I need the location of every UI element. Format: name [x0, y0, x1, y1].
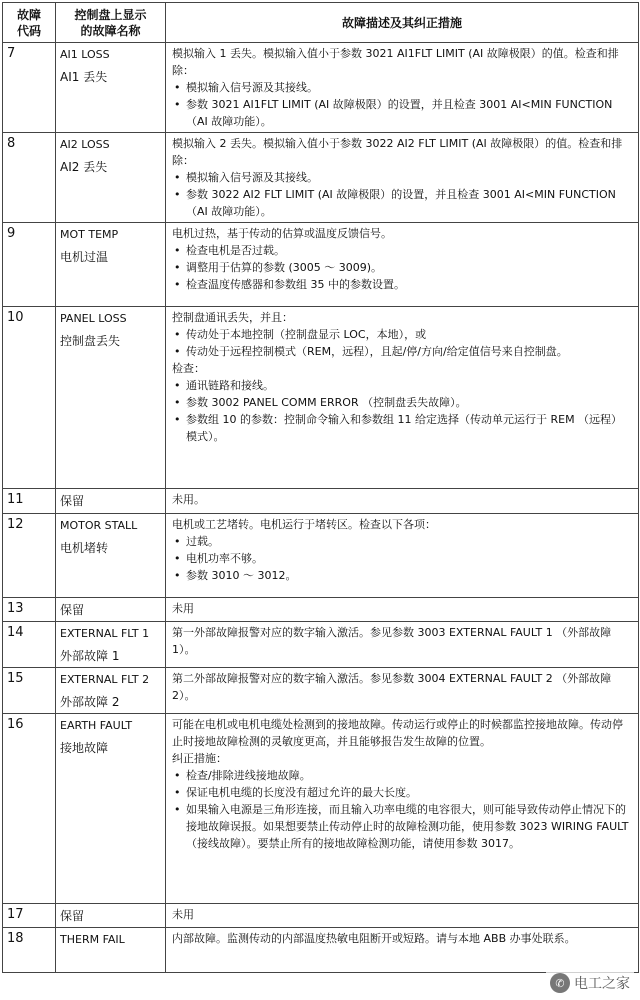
fault-name-en: AI2 LOSS: [60, 138, 110, 151]
fault-code: 9: [3, 223, 56, 307]
table-row: [3, 307, 639, 489]
bullet-item: • 参数 3002 PANEL COMM ERROR （控制盘丢失故障）。: [172, 394, 632, 411]
fault-name-en: PANEL LOSS: [60, 312, 127, 325]
fault-name: [56, 133, 166, 223]
watermark-text: 电工之家: [574, 976, 630, 992]
fault-code: 7: [3, 43, 56, 133]
fault-name-zh: 保留: [60, 603, 85, 617]
header-fault-code: 故障 代码: [3, 3, 56, 43]
fault-name-en: THERM FAIL: [60, 933, 125, 946]
table-row: [3, 714, 639, 904]
bullet-item: • 保证电机电缆的长度没有超过允许的最大长度。: [172, 784, 632, 801]
table-row: [3, 622, 639, 668]
description-text: 未用: [172, 908, 194, 921]
fault-name: [56, 928, 166, 973]
fault-name-zh: 外部故障 1: [60, 649, 120, 663]
fault-description: [166, 489, 639, 514]
bullet-item: • 参数 3022 AI2 FLT LIMIT (AI 故障极限）的设置，并且检查 3001 AI<MIN FUNCTION （AI 故障功能）。: [172, 186, 632, 220]
table-row: [3, 514, 639, 598]
fault-name: [56, 598, 166, 622]
table-row: [3, 904, 639, 928]
wechat-logo-icon: ✆: [550, 973, 570, 993]
fault-name-zh: AI1 丢失: [60, 70, 108, 84]
table-row: [3, 668, 639, 714]
bullet-item: • 检查电机是否过载。: [172, 242, 632, 259]
fault-name: [56, 904, 166, 928]
bullet-item: • 参数 3010 ～ 3012。: [172, 567, 632, 584]
fault-description: [166, 928, 639, 973]
fault-description: [166, 43, 639, 133]
fault-description: [166, 668, 639, 714]
fault-name: [56, 223, 166, 307]
table-header-row: [3, 3, 639, 43]
fault-name-en: EXTERNAL FLT 1: [60, 627, 150, 640]
fault-name-en: MOTOR STALL: [60, 519, 138, 532]
description-text: 电机或工艺堵转。电机运行于堵转区。检查以下各项：: [172, 518, 436, 531]
table-row: [3, 43, 639, 133]
fault-name: [56, 622, 166, 668]
fault-description: [166, 133, 639, 223]
fault-code: 17: [3, 904, 56, 928]
fault-description: [166, 514, 639, 598]
fault-code: 16: [3, 714, 56, 904]
fault-name-zh: 电机过温: [60, 250, 109, 264]
fault-code: 15: [3, 668, 56, 714]
table-row: [3, 928, 639, 973]
bullet-item: • 模拟输入信号源及其接线。: [172, 169, 632, 186]
bullet-item: • 检查温度传感器和参数组 35 中的参数设置。: [172, 276, 632, 293]
fault-code: 14: [3, 622, 56, 668]
description-text: 未用。: [172, 493, 205, 506]
description-text: 未用: [172, 602, 194, 615]
fault-name-zh: 接地故障: [60, 741, 109, 755]
description-text: 第二外部故障报警对应的数字输入激活。参见参数 3004 EXTERNAL FAULT 2 （外部故障 2）。: [172, 672, 612, 702]
bullet-item: • 如果输入电源是三角形连接，而且输入功率电缆的电容很大，则可能导致传动停止情况下的接地故障误报。如果想要禁止传动停止时的故障检测功能，使用参数 3023 WIRING FAULT （接线故障）。要禁止所有的接地故障检测功能，请使用参数 3017。: [172, 801, 632, 852]
fault-code: 8: [3, 133, 56, 223]
fault-name-zh: 保留: [60, 494, 85, 508]
fault-name: [56, 714, 166, 904]
description-text: 电机过热，基于传动的估算或温度反馈信号。: [172, 227, 392, 240]
table-row: [3, 133, 639, 223]
description-text: 检查：: [172, 362, 205, 375]
table-body: [3, 43, 639, 973]
bullet-item: • 通讯链路和接线。: [172, 377, 632, 394]
fault-description: [166, 622, 639, 668]
header-fault-description: 故障描述及其纠正措施: [166, 3, 639, 43]
fault-code-table: [2, 2, 639, 973]
bullet-item: • 检查/排除进线接地故障。: [172, 767, 632, 784]
fault-code: 13: [3, 598, 56, 622]
description-text: 控制盘通讯丢失，并且：: [172, 311, 293, 324]
fault-name-zh: 外部故障 2: [60, 695, 120, 709]
fault-name: [56, 43, 166, 133]
fault-description: [166, 904, 639, 928]
fault-code: 10: [3, 307, 56, 489]
fault-name-zh: 保留: [60, 909, 85, 923]
bullet-item: • 传动处于远程控制模式（REM，远程），且起/停/方向/给定值信号来自控制盘。: [172, 343, 632, 360]
fault-name-en: EARTH FAULT: [60, 719, 133, 732]
description-text: 纠正措施：: [172, 752, 227, 765]
bullet-item: • 模拟输入信号源及其接线。: [172, 79, 632, 96]
table-row: [3, 598, 639, 622]
fault-name-en: MOT TEMP: [60, 228, 119, 241]
description-text: 可能在电机或电机电缆处检测到的接地故障。传动运行或停止的时候都监控接地故障。传动停止时接地故障检测的灵敏度更高，并且能够报告发生故障的位置。: [172, 718, 623, 748]
fault-code: 11: [3, 489, 56, 514]
fault-name-en: AI1 LOSS: [60, 48, 110, 61]
watermark: [546, 972, 634, 994]
fault-name-zh: 控制盘丢失: [60, 334, 121, 348]
description-text: 模拟输入 2 丢失。模拟输入值小于参数 3022 AI2 FLT LIMIT (AI 故障极限）的值。检查和排除：: [172, 137, 623, 167]
description-text: 模拟输入 1 丢失。模拟输入值小于参数 3021 AI1FLT LIMIT (AI 故障极限）的值。检查和排除：: [172, 47, 619, 77]
table-row: [3, 223, 639, 307]
header-fault-name: 控制盘上显示 的故障名称: [56, 3, 166, 43]
fault-code: 12: [3, 514, 56, 598]
fault-description: [166, 714, 639, 904]
bullet-item: • 参数 3021 AI1FLT LIMIT (AI 故障极限）的设置，并且检查 3001 AI<MIN FUNCTION （AI 故障功能）。: [172, 96, 632, 130]
fault-name-zh: 电机堵转: [60, 541, 109, 555]
fault-code: 18: [3, 928, 56, 973]
fault-description: [166, 223, 639, 307]
fault-name: [56, 307, 166, 489]
fault-name: [56, 514, 166, 598]
table-row: [3, 489, 639, 514]
fault-name: [56, 668, 166, 714]
fault-name: [56, 489, 166, 514]
fault-description: [166, 598, 639, 622]
description-text: 第一外部故障报警对应的数字输入激活。参见参数 3003 EXTERNAL FAULT 1 （外部故障 1）。: [172, 626, 612, 656]
description-text: 内部故障。监测传动的内部温度热敏电阻断开或短路。请与本地 ABB 办事处联系。: [172, 932, 576, 945]
bullet-item: • 参数组 10 的参数：控制命令输入和参数组 11 给定选择（传动单元运行于 REM （远程）模式）。: [172, 411, 632, 445]
fault-description: [166, 307, 639, 489]
fault-name-en: EXTERNAL FLT 2: [60, 673, 150, 686]
bullet-item: • 传动处于本地控制（控制盘显示 LOC，本地），或: [172, 326, 632, 343]
bullet-item: • 电机功率不够。: [172, 550, 632, 567]
bullet-item: • 过载。: [172, 533, 632, 550]
bullet-item: • 调整用于估算的参数 (3005 ～ 3009)。: [172, 259, 632, 276]
fault-name-zh: AI2 丢失: [60, 160, 108, 174]
